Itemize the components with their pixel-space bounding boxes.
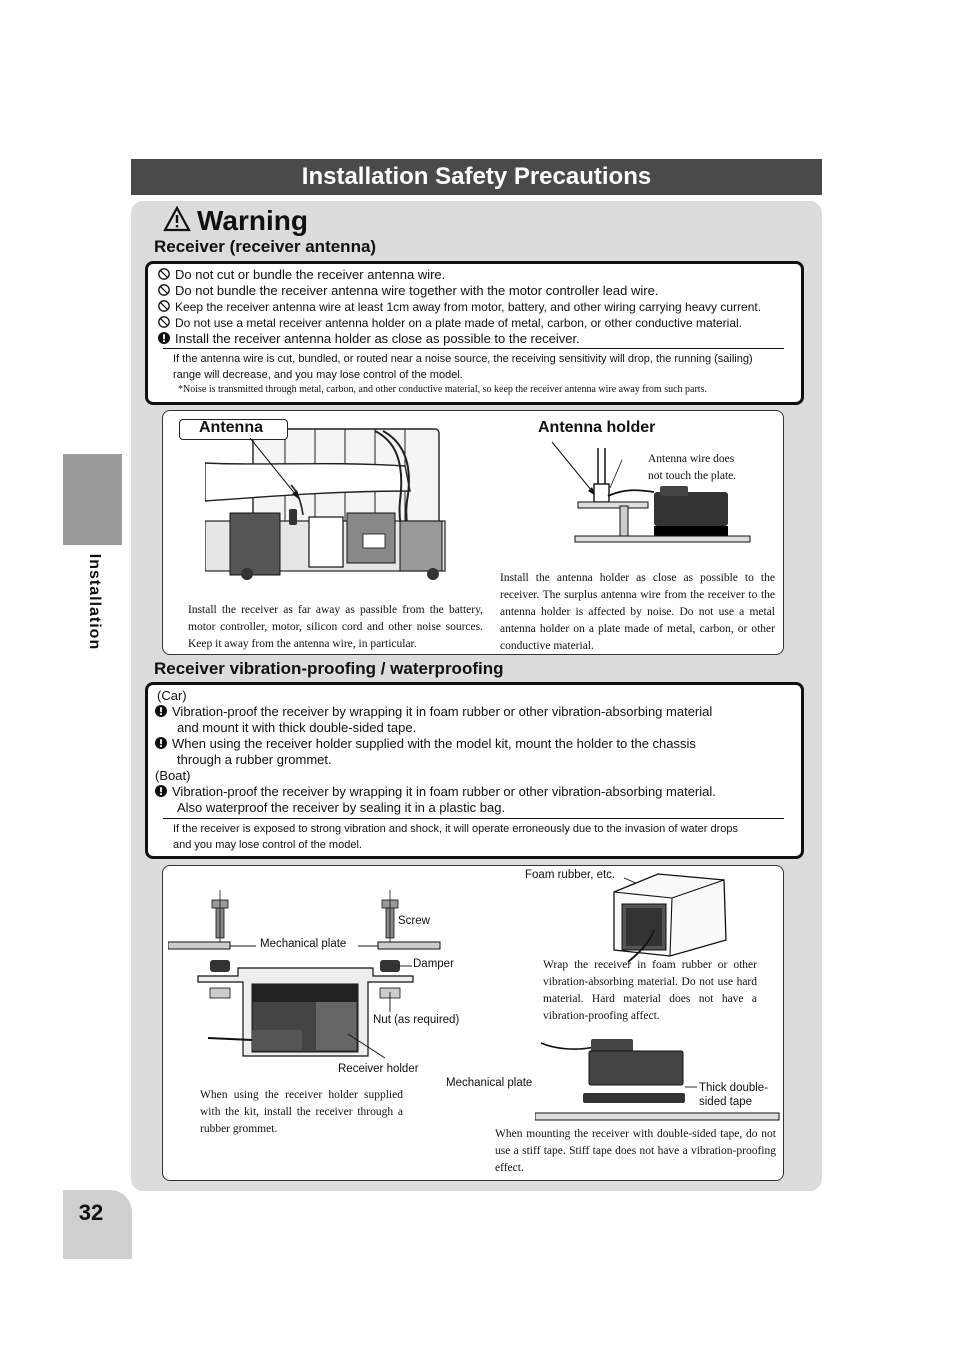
receiver-holder-label: Receiver holder (338, 1063, 419, 1075)
car-rule-1: Vibration-proof the receiver by wrapping it in foam rubber or other vibration-absorbing material (155, 704, 712, 720)
receiver-placement-caption: Install the receiver as far away as passible from the battery, motor controller, motor, silicon cord and other noise sources. Keep it away from the antenna wire, in particular. (188, 604, 483, 650)
car-rule-1-cont: and mount it with thick double-sided tape. (177, 720, 417, 735)
vibration-consequence: If the receiver is exposed to strong vibration and shock, it will operate erroneously due to the invasion of water drops and you may lose control of the model. (173, 823, 738, 851)
antenna-rule-1: Do not cut or bundle the receiver antenna wire. (158, 267, 445, 283)
boat-label: (Boat) (155, 768, 191, 783)
car-label: (Car) (157, 688, 187, 703)
boat-rule-cont: Also waterproof the receiver by sealing it in a plastic bag. (177, 800, 506, 815)
side-tab-block (63, 454, 122, 545)
vibration-divider (163, 818, 784, 819)
mechanical-plate-label: Mechanical plate (260, 938, 347, 950)
antenna-rule-5: Install the receiver antenna holder as close as possible to the receiver. (158, 331, 580, 347)
boat-rule: Vibration-proof the receiver by wrapping it in foam rubber or other vibration-absorbing material. (155, 784, 716, 800)
antenna-divider (163, 348, 784, 349)
antenna-holder-note: Antenna wire does not touch the plate. (648, 453, 737, 482)
mandatory-icon (155, 737, 167, 749)
receiver-in-car-illustration (205, 421, 475, 586)
prohibited-icon (158, 284, 170, 296)
antenna-consequence: If the antenna wire is cut, bundled, or routed near a noise source, the receiving sensitivity will drop, the running (sailing) range will decrease, and you may lose control of the model. (173, 353, 753, 381)
foam-wrapped-receiver-illustration (600, 870, 735, 965)
foam-label: Foam rubber, etc. (525, 869, 616, 881)
vibration-section-heading: Receiver vibration-proofing / waterproofing (154, 659, 504, 678)
receiver-brand: Futaba (259, 906, 296, 918)
prohibited-icon (158, 268, 170, 280)
mandatory-icon (155, 705, 167, 717)
antenna-rule-4: Do not use a metal receiver antenna holder on a plate made of metal, carbon, or other conductive material. (158, 315, 742, 331)
side-tab-label: Installation (86, 553, 103, 651)
damper-label: Damper (413, 958, 454, 970)
tape-label: Thick double- sided tape (699, 1082, 769, 1108)
page-number: 32 (78, 1200, 104, 1225)
antenna-rule-3: Keep the receiver antenna wire at least 1cm away from motor, battery, and other wiring carrying heavy current. (158, 299, 761, 315)
nut-label: Nut (as required) (373, 1014, 460, 1026)
prohibited-icon (158, 316, 170, 328)
antenna-rule-2: Do not bundle the receiver antenna wire together with the motor controller lead wire. (158, 283, 658, 299)
holder-caption: When using the receiver holder supplied with the kit, install the receiver through a rubber grommet. (200, 1089, 403, 1135)
prohibited-icon (158, 300, 170, 312)
mechanical-plate-label-2: Mechanical plate (446, 1077, 533, 1089)
antenna-holder-caption: Install the antenna holder as close as possible to the receiver. The surplus antenna wire from the receiver to the antenna holder is affected by noise. Do not use a metal antenna holder on a plate made of metal, carbon, or other conductive material. (500, 572, 775, 652)
receiver-model: R604FS (259, 917, 296, 928)
page-title: Installation Safety Precautions (301, 163, 652, 190)
antenna-footnote: *Noise is transmitted through metal, carbon, and other conductive material, so keep the receiver antenna wire away from such parts. (178, 384, 707, 395)
antenna-label: Antenna (199, 419, 263, 436)
car-rule-2-cont: through a rubber grommet. (177, 752, 332, 767)
foam-caption: Wrap the receiver in foam rubber or other vibration-absorbing material. Do not use hard material. Hard material does not have a vibration-proofing affect. (543, 959, 757, 1022)
antenna-pointer (250, 438, 310, 508)
antenna-section-heading: Receiver (receiver antenna) (154, 237, 377, 256)
mount-leader-lines (230, 940, 445, 1070)
mandatory-icon (155, 785, 167, 797)
tape-caption: When mounting the receiver with double-sided tape, do not use a stiff tape. Stiff tape does not have a vibration-proofing effect. (495, 1128, 776, 1174)
antenna-holder-label: Antenna holder (538, 419, 656, 436)
mandatory-icon (158, 332, 170, 344)
warning-heading-text: Warning (197, 205, 308, 236)
car-rule-2: When using the receiver holder supplied with the model kit, mount the holder to the chassis (155, 736, 696, 752)
screw-label: Screw (398, 915, 430, 927)
